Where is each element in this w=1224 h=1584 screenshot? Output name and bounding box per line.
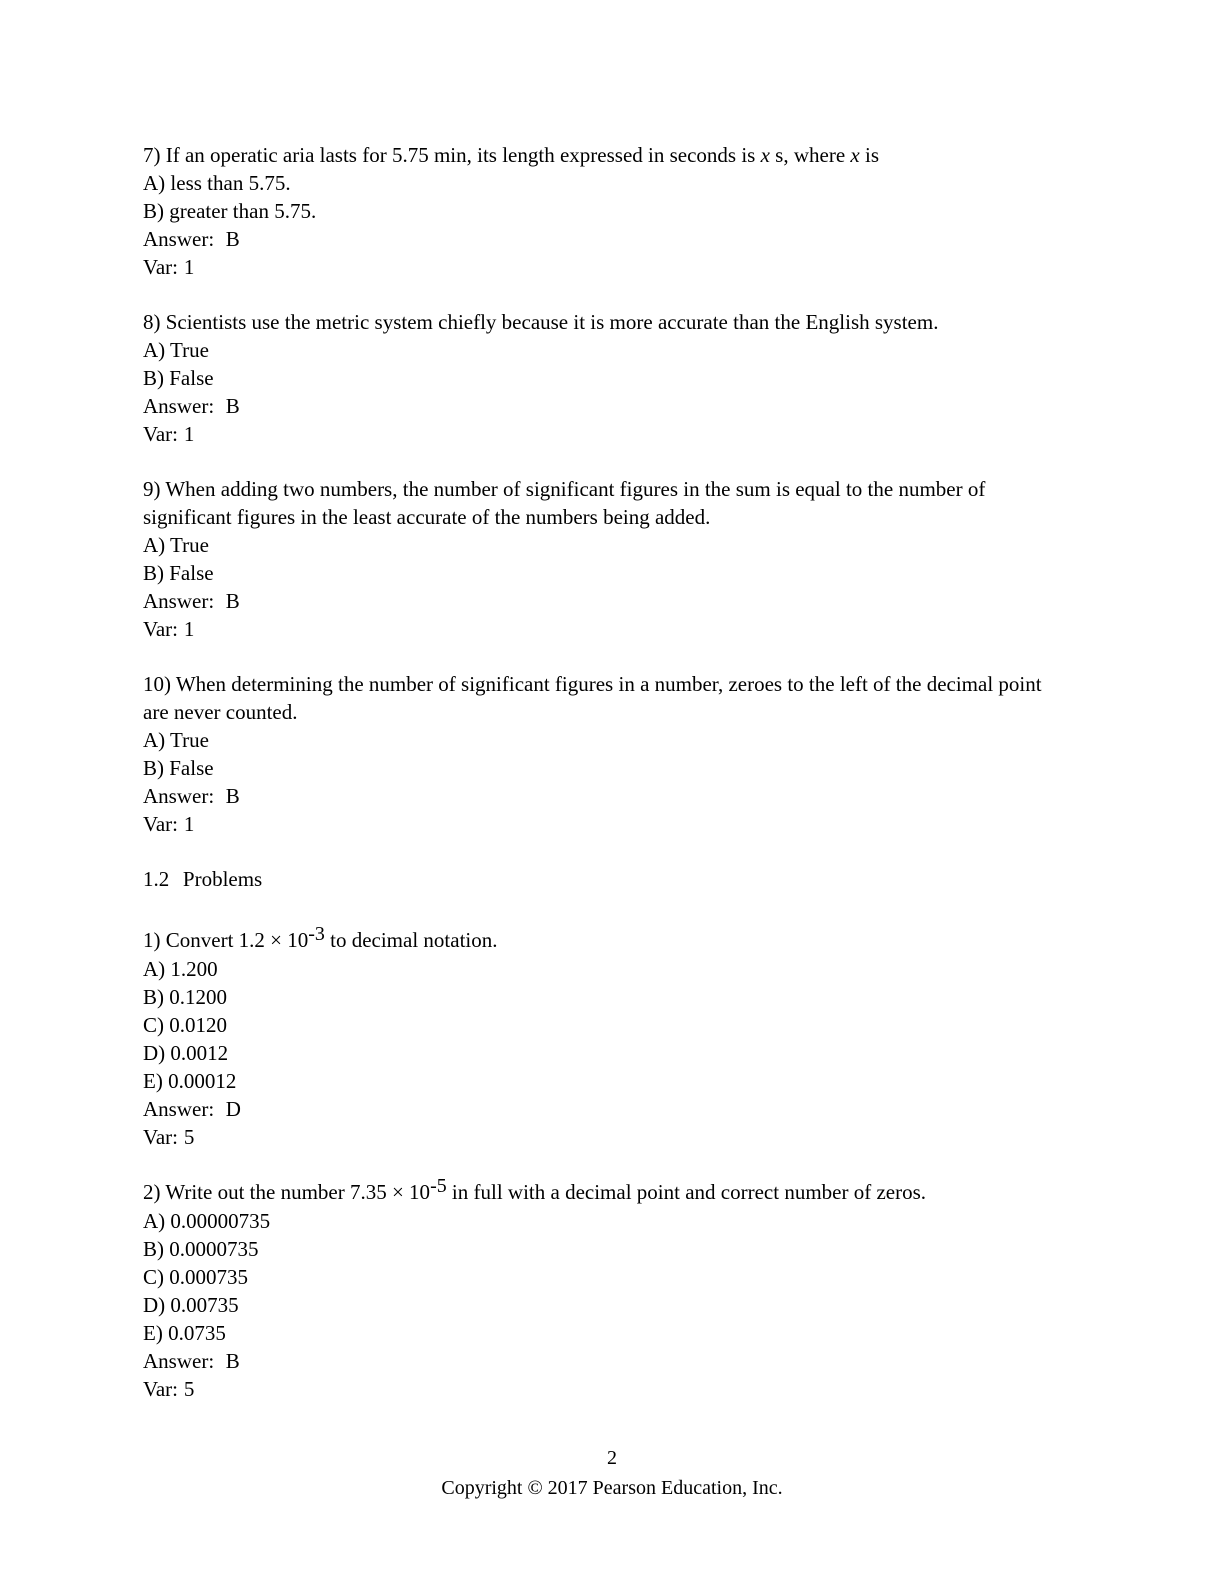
page-content — [143, 141, 1055, 1430]
question-10-choice-a: A) True — [143, 728, 209, 752]
problem-1-choice-e: E) 0.00012 — [143, 1069, 237, 1093]
question-9-stem: 9) When adding two numbers, the number of significant figures in the sum is equal to the number of significant figures in the least accurate of the numbers being added. — [143, 477, 986, 529]
question-9-answer-line — [143, 587, 1055, 615]
section-heading — [143, 865, 1055, 893]
problem-1 — [143, 923, 1055, 1151]
exponent: -3 — [308, 923, 325, 946]
stem-text: to decimal notation. — [324, 928, 498, 952]
math-variable-x: x — [760, 143, 770, 167]
answer-label: Answer: — [143, 784, 215, 808]
var-label: Var: — [143, 812, 178, 836]
var-label: Var: — [143, 617, 178, 641]
stem-text: in full with a decimal point and correct number of zeros. — [446, 1180, 927, 1204]
var-label: Var: — [143, 1377, 178, 1401]
stem-text: 2) Write out the number 7.35 × 10 — [143, 1180, 431, 1204]
question-10-answer-line — [143, 782, 1055, 810]
answer-label: Answer: — [143, 394, 215, 418]
problem-1-choice-c: C) 0.0120 — [143, 1013, 227, 1037]
var-value: 5 — [183, 1377, 195, 1401]
answer-label: Answer: — [143, 1349, 215, 1373]
answer-value: B — [225, 394, 240, 418]
page-number: 2 — [607, 1447, 617, 1469]
problem-2-answer-line — [143, 1347, 1055, 1375]
var-label: Var: — [143, 255, 178, 279]
copyright-notice: Copyright © 2017 Pearson Education, Inc. — [441, 1477, 783, 1499]
math-variable-x: x — [850, 143, 860, 167]
section-title: Problems — [182, 867, 263, 891]
problem-2-stem — [143, 1175, 1055, 1207]
answer-value: B — [225, 227, 240, 251]
problem-1-stem — [143, 923, 1055, 955]
problem-2-choice-b: B) 0.0000735 — [143, 1237, 259, 1261]
question-7-stem — [143, 141, 1055, 169]
stem-text: s, where — [769, 143, 851, 167]
question-8-stem: 8) Scientists use the metric system chiefly because it is more accurate than the English system. — [143, 310, 939, 334]
answer-value: B — [225, 784, 240, 808]
var-value: 1 — [183, 617, 195, 641]
stem-text: 7) If an operatic aria lasts for 5.75 min, its length expressed in seconds is — [143, 143, 761, 167]
question-8-var-line — [143, 420, 1055, 448]
question-8-choice-b: B) False — [143, 366, 214, 390]
answer-label: Answer: — [143, 1097, 215, 1121]
var-label: Var: — [143, 422, 178, 446]
answer-value: B — [225, 589, 240, 613]
question-10-var-line — [143, 810, 1055, 838]
question-10-stem: 10) When determining the number of significant figures in a number, zeroes to the left of the decimal point are never counted. — [143, 672, 1042, 724]
question-9-choice-b: B) False — [143, 561, 214, 585]
answer-value: D — [225, 1097, 241, 1121]
var-value: 1 — [183, 812, 195, 836]
problem-1-answer-line — [143, 1095, 1055, 1123]
problem-2-choice-a: A) 0.00000735 — [143, 1209, 271, 1233]
answer-label: Answer: — [143, 227, 215, 251]
question-7-choice-a: A) less than 5.75. — [143, 171, 291, 195]
question-7-var-line — [143, 253, 1055, 281]
question-8 — [143, 308, 1055, 448]
question-8-choice-a: A) True — [143, 338, 209, 362]
stem-text: is — [859, 143, 879, 167]
question-10-choice-b: B) False — [143, 756, 214, 780]
question-8-answer-line — [143, 392, 1055, 420]
problem-2-choice-c: C) 0.000735 — [143, 1265, 248, 1289]
var-value: 1 — [183, 255, 195, 279]
var-value: 1 — [183, 422, 195, 446]
question-9-var-line — [143, 615, 1055, 643]
var-value: 5 — [183, 1125, 195, 1149]
question-9-choice-a: A) True — [143, 533, 209, 557]
problem-2-var-line — [143, 1375, 1055, 1403]
question-7-choice-b: B) greater than 5.75. — [143, 199, 317, 223]
problem-2-choice-d: D) 0.00735 — [143, 1293, 239, 1317]
problem-1-var-line — [143, 1123, 1055, 1151]
question-7-answer-line — [143, 225, 1055, 253]
question-9 — [143, 475, 1055, 643]
problem-1-choice-a: A) 1.200 — [143, 957, 218, 981]
stem-text: 1) Convert 1.2 × 10 — [143, 928, 309, 952]
problem-2 — [143, 1175, 1055, 1403]
problem-2-choice-e: E) 0.0735 — [143, 1321, 226, 1345]
section-number: 1.2 — [143, 867, 170, 891]
question-10 — [143, 670, 1055, 838]
question-7 — [143, 141, 1055, 281]
problem-1-choice-b: B) 0.1200 — [143, 985, 227, 1009]
var-label: Var: — [143, 1125, 178, 1149]
problem-1-choice-d: D) 0.0012 — [143, 1041, 229, 1065]
answer-value: B — [225, 1349, 240, 1373]
answer-label: Answer: — [143, 589, 215, 613]
exponent: -5 — [430, 1175, 447, 1198]
